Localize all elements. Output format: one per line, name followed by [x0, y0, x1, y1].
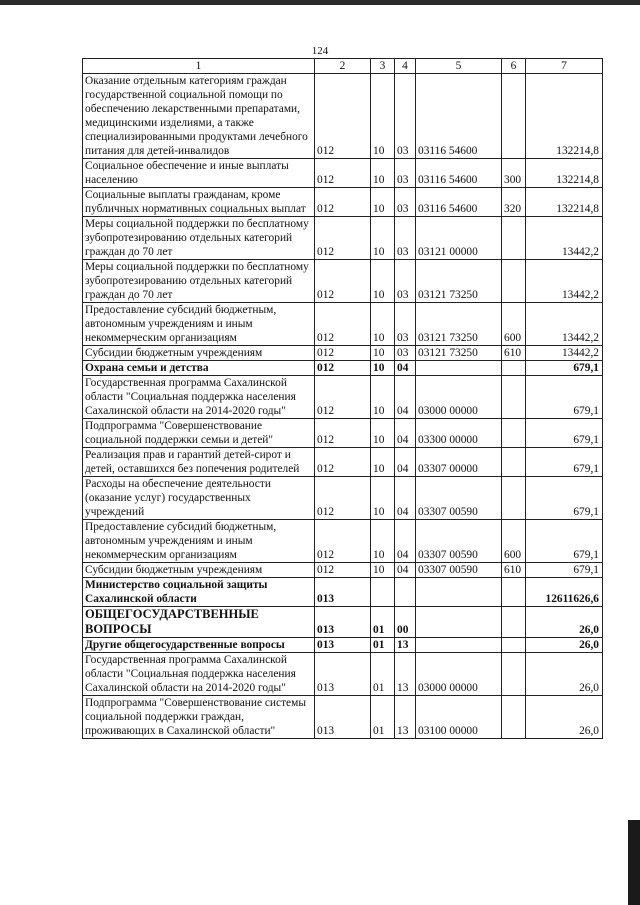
section-code: 10 — [371, 188, 395, 217]
ministry-code: 012 — [315, 159, 371, 188]
budget-item-name: Государственная программа Сахалинской области "Социальная поддержка населения Сахалинской области на 2014-2020 годы" — [83, 376, 315, 419]
program-code: 03307 00000 — [416, 448, 502, 477]
program-code: 03121 00000 — [416, 217, 502, 260]
expense-type-code — [502, 376, 526, 419]
table-row — [83, 260, 603, 303]
ministry-code: 012 — [315, 563, 371, 578]
section-code: 10 — [371, 563, 395, 578]
amount-value: 26,0 — [526, 696, 603, 739]
ministry-code: 012 — [315, 74, 371, 159]
ministry-code: 012 — [315, 346, 371, 361]
budget-item-name: Реализация прав и гарантий детей-сирот и детей, оставшихся без попечения родителей — [83, 448, 315, 477]
ministry-code: 012 — [315, 477, 371, 520]
program-code: 03000 00000 — [416, 376, 502, 419]
budget-item-name: Субсидии бюджетным учреждениям — [83, 563, 315, 578]
budget-item-name: ОБЩЕГОСУДАРСТВЕННЫЕ ВОПРОСЫ — [83, 607, 315, 638]
subsection-code: 04 — [395, 563, 416, 578]
subsection-code: 13 — [395, 638, 416, 653]
budget-item-name: Социальное обеспечение и иные выплаты населению — [83, 159, 315, 188]
program-code — [416, 638, 502, 653]
amount-value: 26,0 — [526, 653, 603, 696]
table-row — [83, 448, 603, 477]
column-header: 6 — [502, 59, 526, 74]
budget-item-name: Охрана семьи и детства — [83, 361, 315, 376]
expense-type-code — [502, 74, 526, 159]
ministry-code: 013 — [315, 696, 371, 739]
section-code: 10 — [371, 159, 395, 188]
amount-value: 13442,2 — [526, 346, 603, 361]
table-row — [83, 578, 603, 607]
column-header: 2 — [315, 59, 371, 74]
expense-type-code — [502, 638, 526, 653]
section-code: 10 — [371, 217, 395, 260]
budget-item-name: Министерство социальной защиты Сахалинской области — [83, 578, 315, 607]
budget-item-name: Предоставление субсидий бюджетным, автономным учреждениям и иным некоммерческим организациям — [83, 303, 315, 346]
program-code: 03121 73250 — [416, 346, 502, 361]
expense-type-code — [502, 696, 526, 739]
subsection-code: 13 — [395, 653, 416, 696]
amount-value: 132214,8 — [526, 74, 603, 159]
program-code: 03116 54600 — [416, 188, 502, 217]
expense-type-code — [502, 653, 526, 696]
budget-item-name: Расходы на обеспечение деятельности (оказание услуг) государственных учреждений — [83, 477, 315, 520]
budget-table — [82, 58, 603, 739]
program-code: 03307 00590 — [416, 520, 502, 563]
section-code: 01 — [371, 638, 395, 653]
expense-type-code: 300 — [502, 159, 526, 188]
ministry-code: 012 — [315, 217, 371, 260]
table-row — [83, 477, 603, 520]
table-row — [83, 74, 603, 159]
program-code: 03307 00590 — [416, 563, 502, 578]
amount-value: 13442,2 — [526, 217, 603, 260]
section-code: 10 — [371, 448, 395, 477]
expense-type-code: 320 — [502, 188, 526, 217]
expense-type-code: 600 — [502, 520, 526, 563]
expense-type-code — [502, 361, 526, 376]
section-code: 10 — [371, 260, 395, 303]
program-code — [416, 361, 502, 376]
subsection-code: 04 — [395, 477, 416, 520]
subsection-code: 04 — [395, 448, 416, 477]
amount-value: 679,1 — [526, 563, 603, 578]
subsection-code: 04 — [395, 376, 416, 419]
amount-value: 13442,2 — [526, 260, 603, 303]
section-code: 10 — [371, 361, 395, 376]
subsection-code: 04 — [395, 361, 416, 376]
budget-item-name: Оказание отдельным категориям граждан государственной социальной помощи по обеспечению лекарственными препаратами, медицинскими изделиями, а также специализированными продуктами лечебного питания для детей-инвалидов — [83, 74, 315, 159]
table-row — [83, 361, 603, 376]
ministry-code: 013 — [315, 607, 371, 638]
ministry-code: 012 — [315, 520, 371, 563]
expense-type-code — [502, 448, 526, 477]
amount-value: 679,1 — [526, 376, 603, 419]
section-code: 10 — [371, 477, 395, 520]
budget-item-name: Государственная программа Сахалинской области "Социальная поддержка населения Сахалинской области на 2014-2020 годы" — [83, 653, 315, 696]
top-edge-bar — [0, 0, 640, 5]
ministry-code: 013 — [315, 653, 371, 696]
table-row — [83, 563, 603, 578]
table-row — [83, 607, 603, 638]
scan-edge-mark — [628, 820, 640, 905]
expense-type-code: 610 — [502, 346, 526, 361]
subsection-code: 04 — [395, 520, 416, 563]
expense-type-code — [502, 217, 526, 260]
budget-item-name: Подпрограмма "Совершенствование социальной поддержки семьи и детей" — [83, 419, 315, 448]
section-code: 01 — [371, 653, 395, 696]
table-row — [83, 159, 603, 188]
subsection-code: 03 — [395, 346, 416, 361]
budget-item-name: Меры социальной поддержки по бесплатному зубопротезированию отдельных категорий граждан до 70 лет — [83, 217, 315, 260]
amount-value: 13442,2 — [526, 303, 603, 346]
table-row — [83, 217, 603, 260]
budget-item-name: Предоставление субсидий бюджетным, автономным учреждениям и иным некоммерческим организациям — [83, 520, 315, 563]
budget-item-name: Субсидии бюджетным учреждениям — [83, 346, 315, 361]
section-code: 01 — [371, 696, 395, 739]
program-code: 03300 00000 — [416, 419, 502, 448]
column-header: 1 — [83, 59, 315, 74]
ministry-code: 013 — [315, 638, 371, 653]
amount-value: 679,1 — [526, 448, 603, 477]
amount-value: 679,1 — [526, 419, 603, 448]
program-code: 03116 54600 — [416, 74, 502, 159]
page-number: 124 — [311, 45, 329, 57]
amount-value: 132214,8 — [526, 188, 603, 217]
column-header: 3 — [371, 59, 395, 74]
program-code — [416, 578, 502, 607]
table-row — [83, 419, 603, 448]
table-row — [83, 638, 603, 653]
ministry-code: 012 — [315, 419, 371, 448]
subsection-code: 03 — [395, 188, 416, 217]
table-row — [83, 653, 603, 696]
subsection-code: 03 — [395, 260, 416, 303]
ministry-code: 012 — [315, 260, 371, 303]
ministry-code: 012 — [315, 303, 371, 346]
budget-item-name: Другие общегосударственные вопросы — [83, 638, 315, 653]
expense-type-code — [502, 607, 526, 638]
program-code: 03116 54600 — [416, 159, 502, 188]
table-row — [83, 346, 603, 361]
subsection-code: 03 — [395, 159, 416, 188]
program-code — [416, 607, 502, 638]
section-code: 10 — [371, 74, 395, 159]
ministry-code: 012 — [315, 376, 371, 419]
expense-type-code — [502, 578, 526, 607]
amount-value: 132214,8 — [526, 159, 603, 188]
column-header: 4 — [395, 59, 416, 74]
column-header: 7 — [526, 59, 603, 74]
expense-type-code — [502, 419, 526, 448]
program-code: 03121 73250 — [416, 260, 502, 303]
table-row — [83, 188, 603, 217]
subsection-code: 13 — [395, 696, 416, 739]
expense-type-code: 610 — [502, 563, 526, 578]
section-code: 10 — [371, 346, 395, 361]
ministry-code: 012 — [315, 188, 371, 217]
section-code: 10 — [371, 303, 395, 346]
ministry-code: 012 — [315, 448, 371, 477]
ministry-code: 012 — [315, 361, 371, 376]
table-row — [83, 520, 603, 563]
subsection-code: 03 — [395, 217, 416, 260]
budget-item-name: Меры социальной поддержки по бесплатному зубопротезированию отдельных категорий граждан до 70 лет — [83, 260, 315, 303]
subsection-code: 03 — [395, 303, 416, 346]
program-code: 03000 00000 — [416, 653, 502, 696]
table-header-row — [83, 59, 603, 74]
section-code: 10 — [371, 520, 395, 563]
amount-value: 679,1 — [526, 477, 603, 520]
section-code: 10 — [371, 376, 395, 419]
budget-item-name: Социальные выплаты гражданам, кроме публичных нормативных социальных выплат — [83, 188, 315, 217]
amount-value: 26,0 — [526, 607, 603, 638]
program-code: 03307 00590 — [416, 477, 502, 520]
section-code: 01 — [371, 607, 395, 638]
expense-type-code — [502, 260, 526, 303]
amount-value: 679,1 — [526, 361, 603, 376]
amount-value: 26,0 — [526, 638, 603, 653]
subsection-code: 04 — [395, 419, 416, 448]
section-code: 10 — [371, 419, 395, 448]
subsection-code: 00 — [395, 607, 416, 638]
expense-type-code — [502, 477, 526, 520]
expense-type-code: 600 — [502, 303, 526, 346]
amount-value: 12611626,6 — [526, 578, 603, 607]
program-code: 03121 73250 — [416, 303, 502, 346]
table-row — [83, 696, 603, 739]
table-row — [83, 303, 603, 346]
amount-value: 679,1 — [526, 520, 603, 563]
section-code — [371, 578, 395, 607]
subsection-code — [395, 578, 416, 607]
ministry-code: 013 — [315, 578, 371, 607]
program-code: 03100 00000 — [416, 696, 502, 739]
table-row — [83, 376, 603, 419]
budget-table-body — [83, 59, 603, 739]
budget-item-name: Подпрограмма "Совершенствование системы социальной поддержки граждан, проживающих в Сахалинской области" — [83, 696, 315, 739]
subsection-code: 03 — [395, 74, 416, 159]
column-header: 5 — [416, 59, 502, 74]
